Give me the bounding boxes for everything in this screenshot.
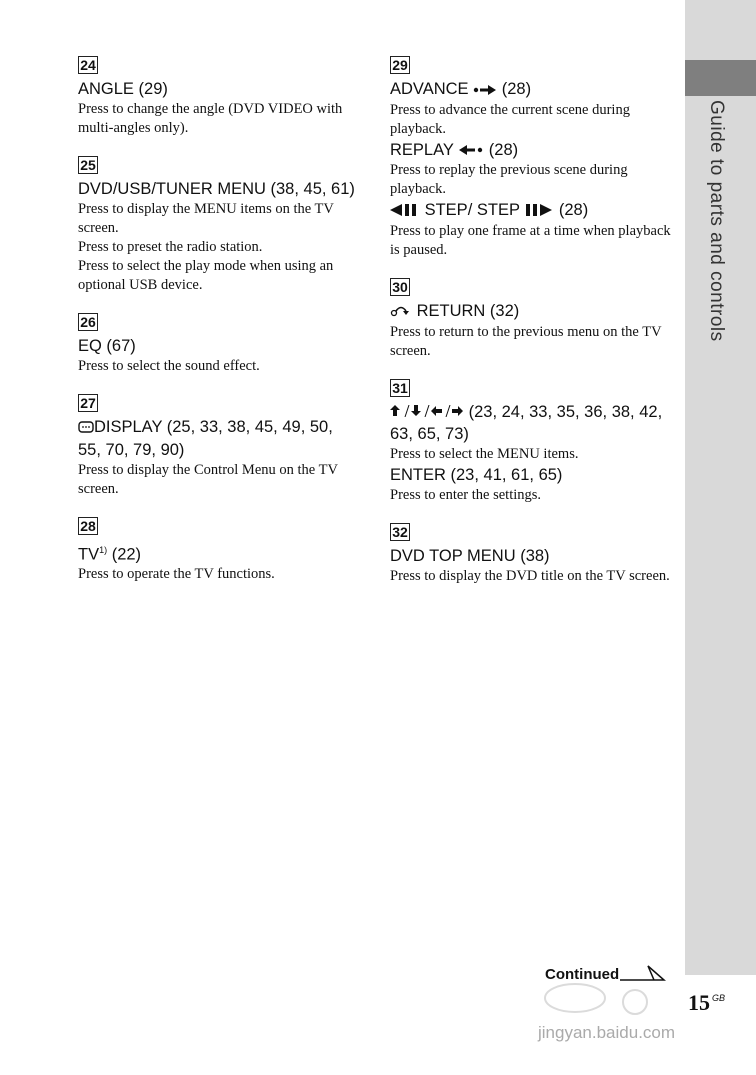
item-26 [78,313,360,376]
item-25 [78,156,360,295]
item-heading [390,300,672,323]
item-number: 28 [78,517,98,535]
item-24 [78,56,360,138]
item-description: Press to display the Control Menu on the TV screen. [78,461,338,497]
item-description: Press to change the angle (DVD VIDEO with multi-angles only). [78,101,343,136]
continued-label: Continued [545,966,620,983]
advance-pages: (28) [501,80,532,98]
footnote-ref: 1) [99,544,108,555]
return-icon [390,301,412,323]
page-suffix: GB [712,993,726,1003]
right-column [390,56,672,604]
replay-pages: (28) [488,140,519,159]
replay-heading [390,139,672,162]
item-description: Press to preset the radio station. [78,239,263,255]
replay-description: Press to replay the previous scene during playback. [390,162,628,198]
display-icon [78,417,94,439]
display-heading-text: DISPLAY (25, 33, 38, 45, 49, 50, 55, 70, 79, 90) [78,418,333,459]
tv-pages: (22) [107,545,142,564]
item-description: Press to display the DVD title on the TV screen. [390,568,670,585]
item-description: Press to display the MENU items on the TV screen. [78,201,334,236]
item-heading: EQ (67) [78,337,136,355]
advance-label: ADVANCE [390,80,469,98]
advance-heading [390,78,672,101]
item-description: Press to return to the previous menu on the TV screen. [390,323,662,359]
page-number: 15 [688,990,710,1015]
sidebar-tab-marker [685,60,756,96]
item-description: Press to select the play mode when using an optional USB device. [78,258,334,293]
tv-label: TV [78,545,100,564]
step-back-icon [390,200,420,222]
replay-label: REPLAY [390,140,454,159]
item-28 [78,517,360,585]
item-number: 30 [390,278,410,296]
item-number: 24 [78,56,98,74]
step-forward-icon [524,200,554,222]
item-number: 31 [390,379,410,397]
return-label: RETURN (32) [416,301,520,320]
item-number: 26 [78,313,98,331]
item-number: 25 [78,156,98,174]
item-27 [78,394,360,499]
section-title: Guide to parts and controls [706,100,727,342]
watermark-url: jingyan.baidu.com [538,1023,676,1042]
item-heading: DVD/USB/TUNER MENU (38, 45, 61) [78,180,355,198]
step-label: STEP/ STEP [424,201,520,220]
item-description: Press to select the sound effect. [78,358,260,374]
step-heading [390,199,672,222]
item-32 [390,523,672,586]
arrow-keys-icon [390,401,464,423]
step-pages: (28) [558,201,589,220]
step-description: Press to play one frame at a time when playback is paused. [390,222,671,258]
arrows-description: Press to select the MENU items. [390,446,579,463]
left-column [78,56,360,602]
item-heading: DVD TOP MENU (38) [390,547,550,566]
item-heading: ANGLE (29) [78,80,168,98]
advance-icon [473,79,497,101]
item-description: Press to operate the TV functions. [78,566,275,583]
item-31 [390,379,672,506]
item-29 [390,56,672,260]
arrows-pages: (23, 24, 33, 35, 36, 38, 42, 63, 65, 73) [390,402,663,444]
item-number: 29 [390,56,410,74]
replay-icon [458,139,484,161]
enter-heading: ENTER (23, 41, 61, 65) [390,466,563,485]
item-heading [78,416,360,461]
item-number: 27 [78,394,98,412]
advance-description: Press to advance the current scene during playback. [390,101,630,137]
enter-description: Press to enter the settings. [390,487,542,504]
item-number: 32 [390,523,410,541]
item-30 [390,278,672,361]
item-heading [78,539,360,566]
arrows-heading [390,401,672,446]
